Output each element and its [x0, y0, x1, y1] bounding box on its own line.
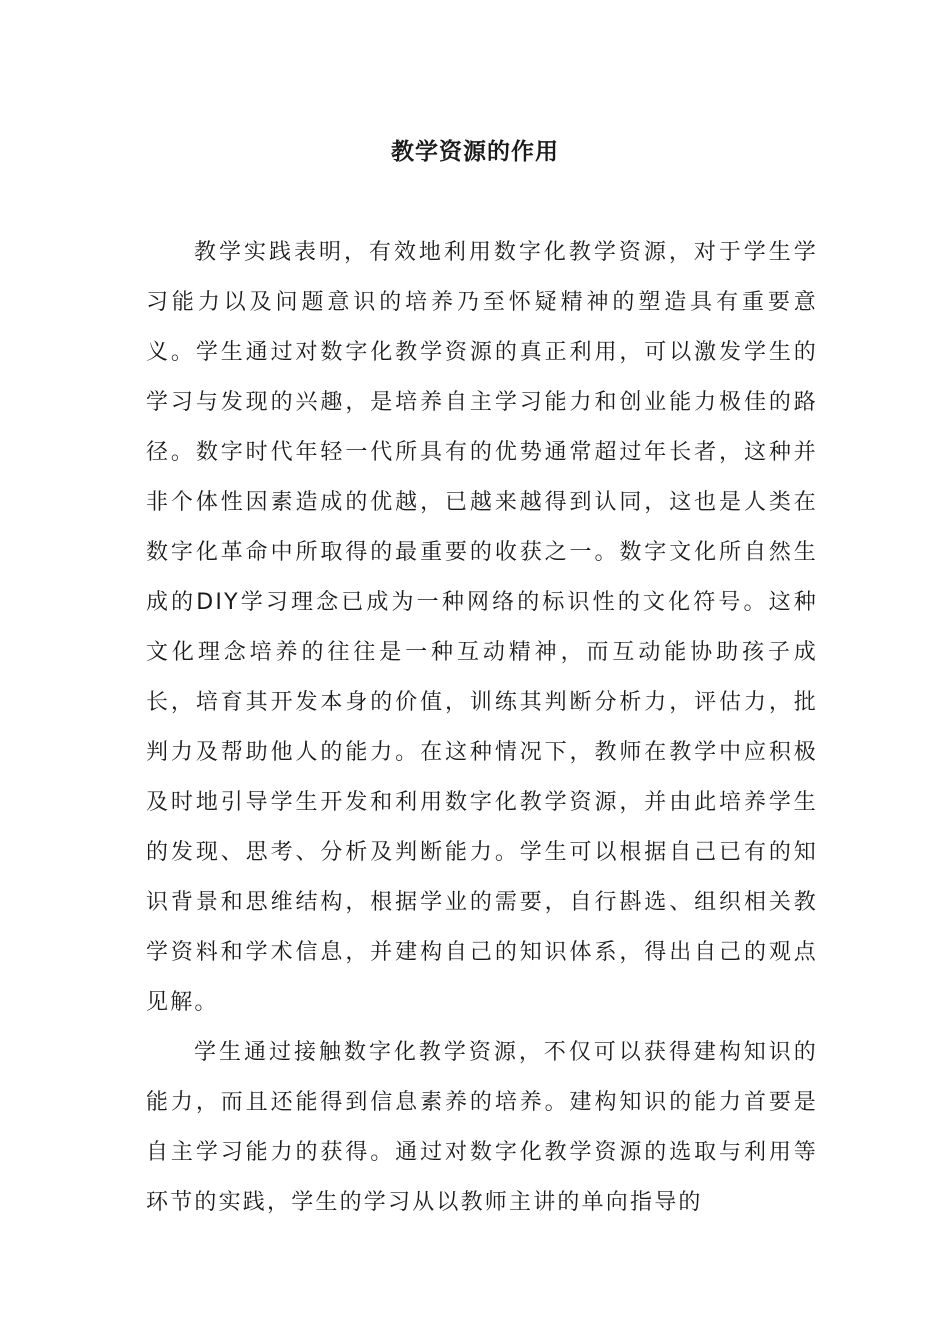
page-title: 教学资源的作用 [391, 139, 559, 165]
paragraph-2: 学生通过接触数字化教学资源，不仅可以获得建构知识的能力，而且还能得到信息素养的培养。建构知识的能力首要是自主学习能力的获得。通过对数字化教学资源的选取与利用等环节的实践，学生的学习从以教师主讲的单向指导的 [146, 1040, 818, 1215]
paragraph-1: 教学实践表明，有效地利用数字化教学资源，对于学生学习能力以及问题意识的培养乃至怀疑精神的塑造具有重要意义。学生通过对数字化教学资源的真正利用，可以激发学生的学习与发现的兴趣，是培养自主学习能力和创业能力极佳的路径。数字时代年轻一代所具有的优势通常超过年长者，这种并非个体性因素造成的优越，已越来越得到认同，这也是人类在数字化革命中所取得的最重要的收获之一。数字文化所自然生成的DIY学习理念已成为一种网络的标识性的文化符号。这种文化理念培养的往往是一种互动精神，而互动能协助孩子成长，培育其开发本身的价值，训练其判断分析力，评估力，批判力及帮助他人的能力。在这种情况下，教师在教学中应积极及时地引导学生开发和利用数字化教学资源，并由此培养学生的发现、思考、分析及判断能力。学生可以根据自己已有的知识背景和思维结构，根据学业的需要，自行斟选、组织相关教学资料和学术信息，并建构自己的知识体系，得出自己的观点见解。 [146, 240, 818, 1015]
document-body [146, 228, 818, 1228]
